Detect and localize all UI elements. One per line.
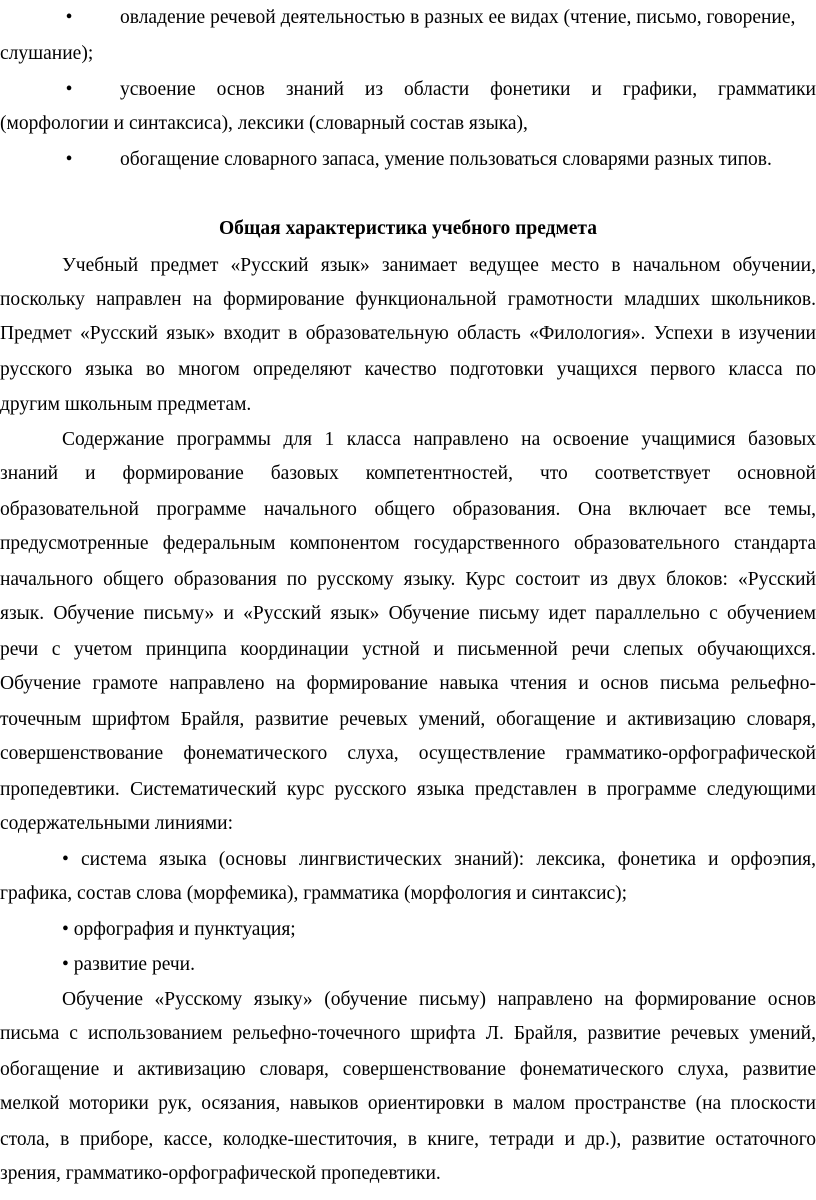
list-item: • орфография и пунктуация;: [62, 919, 296, 940]
bullet-icon: •: [65, 79, 73, 100]
paragraph-line: мелкой моторики рук, осязания, навыков ориентировки в малом пространстве (на плоскости: [0, 1093, 816, 1114]
list-item: [0, 4, 816, 32]
list-item: • система языка (основы лингвистических знаний): лексика, фонетика и орфоэпия,: [62, 849, 816, 870]
paragraph-line: Учебный предмет «Русский язык» занимает ведущее место в начальном обучении,: [62, 255, 816, 276]
paragraph-line: зрения, грамматико-орфографической пропедевтики.: [0, 1163, 441, 1184]
paragraph-line: письма с использованием рельефно-точечного шрифта Л. Брайля, развитие речевых умений,: [0, 1023, 816, 1044]
list-item: • развитие речи.: [62, 954, 195, 975]
list-item-continuation: графика, состав слова (морфемика), грамматика (морфология и синтаксис);: [0, 883, 628, 904]
paragraph-line: стола, в приборе, кассе, колодке-шеститочия, в книге, тетради и др.), развитие остаточного: [0, 1129, 816, 1150]
paragraph-line: точечным шрифтом Брайля, развитие речевых умений, обогащение и активизацию словаря,: [0, 709, 816, 730]
list-item-continuation: слушание);: [0, 43, 94, 64]
paragraph-line: начального общего образования по русскому языку. Курс состоит из двух блоков: «Русский: [0, 569, 816, 590]
bullet-icon: •: [65, 149, 73, 170]
section-title: Общая характеристика учебного предмета: [219, 218, 597, 239]
list-item-text: обогащение словарного запаса, умение пользоваться словарями разных типов.: [120, 149, 772, 170]
paragraph-line: другим школьным предметам.: [0, 394, 252, 415]
paragraph-line: речи с учетом принципа координации устной и письменной речи слепых обучающихся.: [0, 639, 816, 660]
list-item-text: усвоение основ знаний из области фонетики и графики, грамматики: [120, 79, 816, 100]
paragraph-line: русского языка во многом определяют качество подготовки учащихся первого класса по: [0, 359, 816, 380]
list-item-text: овладение речевой деятельностью в разных ее видах (чтение, письмо, говорение,: [120, 7, 796, 28]
paragraph-line: образовательной программе начального общего образования. Она включает все темы,: [0, 499, 816, 520]
paragraph-line: Содержание программы для 1 класса направлено на освоение учащимися базовых: [62, 429, 816, 450]
list-item: [0, 146, 816, 174]
paragraph-line: Обучение «Русскому языку» (обучение письму) направлено на формирование основ: [62, 989, 816, 1010]
list-item: [0, 76, 816, 104]
paragraph-line: содержательными линиями:: [0, 813, 233, 834]
paragraph-line: язык. Обучение письму» и «Русский язык» Обучение письму идет параллельно с обучением: [0, 603, 816, 624]
paragraph-line: обогащение и активизацию словаря, совершенствование фонематического слуха, развитие: [0, 1059, 816, 1080]
paragraph-line: поскольку направлен на формирование функциональной грамотности младших школьников.: [0, 289, 816, 310]
paragraph-line: знаний и формирование базовых компетентностей, что соответствует основной: [0, 463, 816, 484]
paragraph-line: предусмотренные федеральным компонентом государственного образовательного стандарта: [0, 533, 816, 554]
list-item-continuation: (морфологии и синтаксиса), лексики (словарный состав языка),: [0, 113, 528, 134]
paragraph-line: Предмет «Русский язык» входит в образовательную область «Филология». Успехи в изучении: [0, 323, 816, 344]
bullet-icon: •: [65, 7, 73, 28]
paragraph-line: совершенствование фонематического слуха, осуществление грамматико-орфографической: [0, 743, 816, 764]
paragraph-line: Обучение грамоте направлено на формирование навыка чтения и основ письма рельефно-: [0, 673, 816, 694]
paragraph-line: пропедевтики. Систематический курс русского языка представлен в программе следующими: [0, 779, 816, 800]
